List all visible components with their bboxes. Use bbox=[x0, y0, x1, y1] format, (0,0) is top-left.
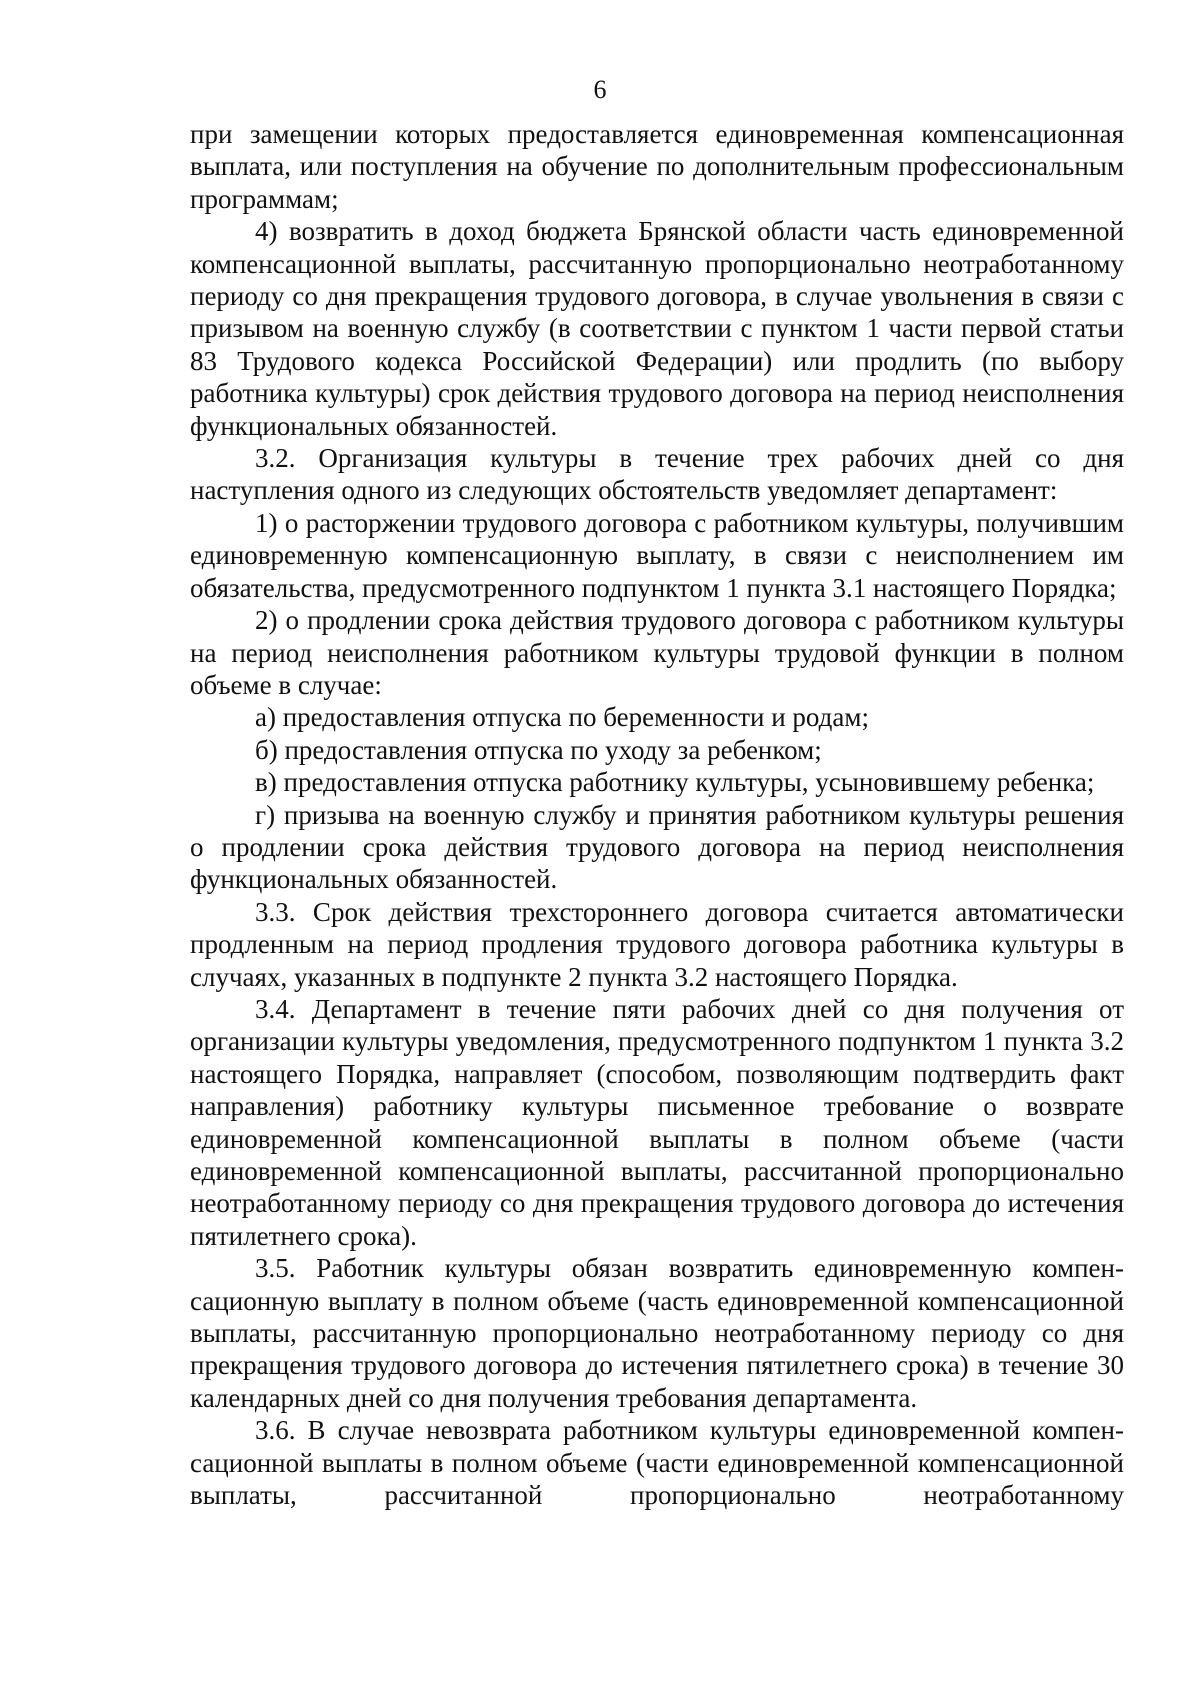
paragraph-3-4: 3.4. Департамент в течение пяти рабочих дней со дня получения от организации культуры уведомления, предусмотренного подпунктом 1 пункта 3.2 настоящего Порядка, направляет (способом, позволяющим подтвердить факт направления) работнику культуры письменное требование о возврате единовременной компенсационной выплаты в полном объеме (части единовременной компенсационной выплаты, рассчитанной пропорционально неотработанному периоду со дня прекращения трудового договора до истечения пятилетнего срока). bbox=[190, 993, 1124, 1251]
paragraph-3-2-item-2: 2) о продлении срока действия трудового договора с работником культуры на период неисполнения работником культуры трудовой функции в полном объеме в случае: bbox=[190, 605, 1124, 700]
paragraph-3-2: 3.2. Организация культуры в течение трех рабочих дней со дня наступления одного из следующих обстоятельств уведомляет департамент: bbox=[190, 443, 1124, 506]
paragraph-subitem-g: г) призыва на военную службу и принятия работником культуры решения о продлении срока действия трудового договора на период неисполнения функциональных обязанностей. bbox=[190, 799, 1124, 895]
paragraph-3-5: 3.5. Работник культуры обязан возвратить единовременную компенсационную выплату в полном объеме (часть единовременной компенсационной выплаты, рассчитанную пропорционально неотработанному периоду со дня прекращения трудового договора до истечения пятилетнего срока) в течение 30 календарных дней со дня получения требования департамента. bbox=[190, 1253, 1124, 1413]
paragraph-subitem-v: в) предоставления отпуска работнику культуры, усыновившему ребенка; bbox=[255, 767, 1095, 798]
paragraph-subitem-b: б) предоставления отпуска по уходу за ребенком; bbox=[255, 734, 822, 765]
page-number: 6 bbox=[593, 75, 607, 104]
document-body bbox=[190, 118, 1124, 1511]
paragraph-item-4: 4) возвратить в доход бюджета Брянской области часть единовременной компенсационной выплаты, рассчитанную пропорционально неотработанному периоду со дня прекращения трудового договора, в случае увольнения в связи с призывом на военную службу (в соответствии с пунктом 1 части первой статьи 83 Трудового кодекса Российской Федерации) или продлить (по выбору работника культуры) срок действия трудового договора на период неисполнения функциональных обязанностей. bbox=[190, 216, 1124, 441]
paragraph-3-2-item-1: 1) о расторжении трудового договора с работником культуры, получившим единовременную компенсационную выплату, в связи с неисполнением им обязательства, предусмотренного подпунктом 1 пункта 3.1 настоящего Порядка; bbox=[190, 507, 1124, 603]
paragraph-continuation: при замещении которых предоставляется единовременная компенсационная выплата, или поступления на обучение по дополнительным профессиональным программам; bbox=[190, 119, 1124, 214]
paragraph-3-3: 3.3. Срок действия трехстороннего договора считается автоматически продленным на период продления трудового договора работника культуры в случаях, указанных в подпункте 2 пункта 3.2 настоящего Порядка. bbox=[190, 896, 1124, 992]
paragraph-3-6: 3.6. В случае невозврата работником культуры единовременной компенсационной выплаты в полном объеме (части единовременной компенсационной выплаты, рассчитанной пропорционально неотработанному bbox=[190, 1415, 1124, 1511]
paragraph-subitem-a: а) предоставления отпуска по беременности и родам; bbox=[255, 702, 869, 733]
